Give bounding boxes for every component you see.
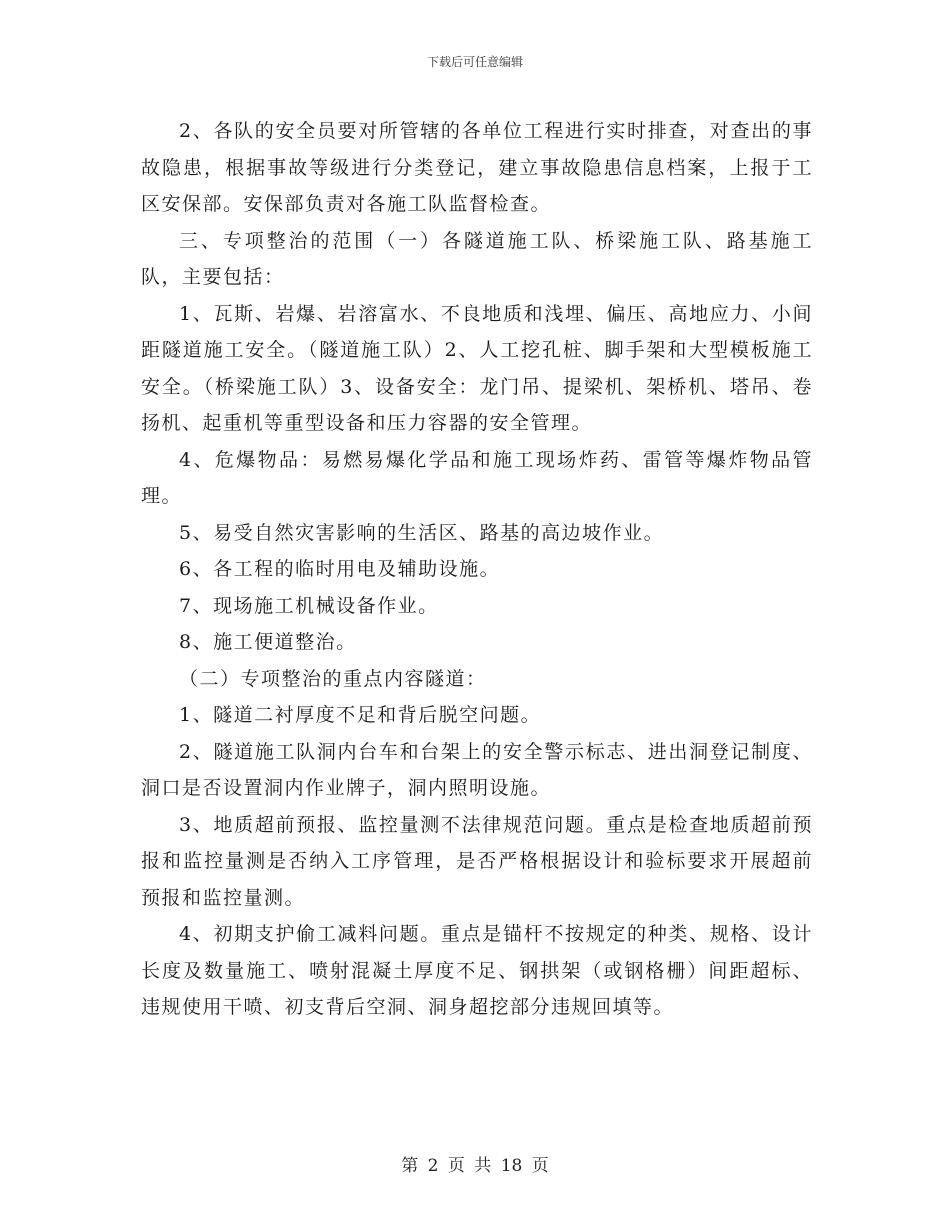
paragraph: 3、地质超前预报、监控量测不法律规范问题。重点是检查地质超前预报和监控量测是否纳入工序管理，是否严格根据设计和验标要求开展超前预报和监控量测。 [141,813,813,909]
page-number: 第 2 页 共 18 页 [401,1156,549,1176]
paragraph: 2、各队的安全员要对所管辖的各单位工程进行实时排查，对查出的事故隐患，根据事故等级进行分类登记，建立事故隐患信息档案，上报于工区安保部。安保部负责对各施工队监督检查。 [141,120,813,215]
page-header: 下载后可任意编辑 [426,55,523,69]
paragraph: 8、施工便道整治。 [179,631,357,653]
paragraph: 4、危爆物品：易燃易爆化学品和施工现场炸药、雷管等爆炸物品管理。 [141,448,813,507]
document-body [141,113,813,1026]
paragraph: 4、初期支护偷工减料问题。重点是锚杆不按规定的种类、规格、设计长度及数量施工、喷射混凝土厚度不足、钢拱架（或钢格栅）间距超标、违规使用干喷、初支背后空洞、洞身超挖部分违规回填等。 [141,923,813,1018]
paragraph: 2、隧道施工队洞内台车和台架上的安全警示标志、进出洞登记制度、洞口是否设置洞内作业牌子，洞内照明设施。 [141,740,813,799]
paragraph: 1、隧道二衬厚度不足和背后脱空问题。 [179,704,542,726]
paragraph: 三、专项整治的范围（一）各隧道施工队、桥梁施工队、路基施工队，主要包括： [141,229,813,288]
paragraph: 1、瓦斯、岩爆、岩溶富水、不良地质和浅埋、偏压、高地应力、小间距隧道施工安全。（隧道施工队）2、人工挖孔桩、脚手架和大型模板施工安全。（桥梁施工队）3、设备安全：龙门吊、提梁机、架桥机、塔吊、卷扬机、起重机等重型设备和压力容器的安全管理。 [141,302,813,434]
paragraph: 6、各工程的临时用电及辅助设施。 [179,558,501,580]
paragraph: 5、易受自然灾害影响的生活区、路基的高边坡作业。 [179,521,665,544]
paragraph: （二）专项整治的重点内容隧道： [179,667,487,690]
paragraph: 7、现场施工机械设备作业。 [179,594,439,617]
